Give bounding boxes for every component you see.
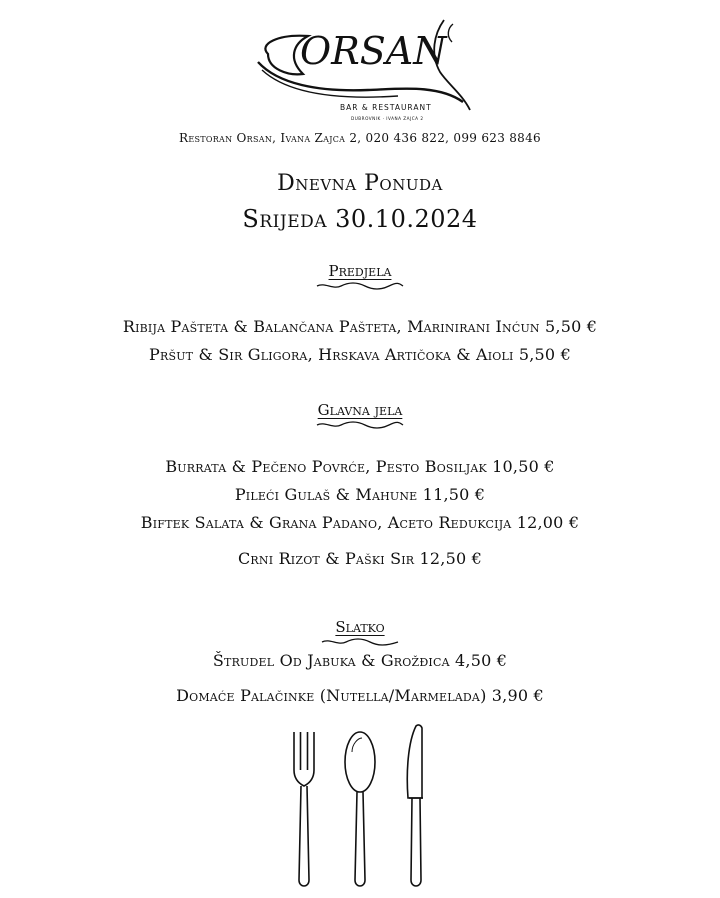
section-heading-desserts xyxy=(0,618,720,636)
section-heading-starters xyxy=(0,262,720,280)
menu-item: Domaće Palačinke (Nutella/Marmelada) 3,90 € xyxy=(176,686,544,705)
menu-item: Ribija Pašteta & Balančana Pašteta, Marinirani Inćun 5,50 € xyxy=(122,317,598,336)
logo-tagline: DUBROVNIK · IVANA ZAJCA 2 xyxy=(351,116,424,121)
section-heading-label: Glavna jela xyxy=(317,401,403,419)
menu-item: Biftek Salata & Grana Padano, Aceto Redukcija 12,00 € xyxy=(140,513,580,532)
menu-item: Štrudel Od Jabuka & Grožđica 4,50 € xyxy=(212,651,508,670)
contact-line: Restoran Orsan, Ivana Zajca 2, 020 436 822, 099 623 8846 xyxy=(178,131,541,145)
cutlery-illustration xyxy=(280,722,440,892)
menu-date: Srijeda 30.10.2024 xyxy=(242,205,478,233)
wave-divider xyxy=(0,421,720,429)
section-heading-label: Predjela xyxy=(328,262,392,280)
logo-wordmark: ORSAN xyxy=(300,29,447,73)
restaurant-logo xyxy=(248,14,478,132)
menu-item: Burrata & Pečeno Povrće, Pesto Bosiljak 10,50 € xyxy=(165,457,555,476)
section-heading-label: Slatko xyxy=(335,618,385,636)
fork-icon xyxy=(294,732,314,886)
wave-divider xyxy=(0,638,720,646)
wave-divider xyxy=(0,282,720,290)
menu-item: Crni Rizot & Paški Sir 12,50 € xyxy=(237,549,483,568)
section-heading-mains xyxy=(0,401,720,419)
knife-icon xyxy=(407,725,423,886)
menu-item: Pršut & Sir Gligora, Hrskava Artičoka & Aioli 5,50 € xyxy=(149,345,571,364)
menu-item: Pileći Gulaš & Mahune 11,50 € xyxy=(234,485,486,504)
menu-title: Dnevna Ponuda xyxy=(277,171,443,196)
logo-subtitle: BAR & RESTAURANT xyxy=(340,103,432,112)
spoon-icon xyxy=(345,732,375,886)
